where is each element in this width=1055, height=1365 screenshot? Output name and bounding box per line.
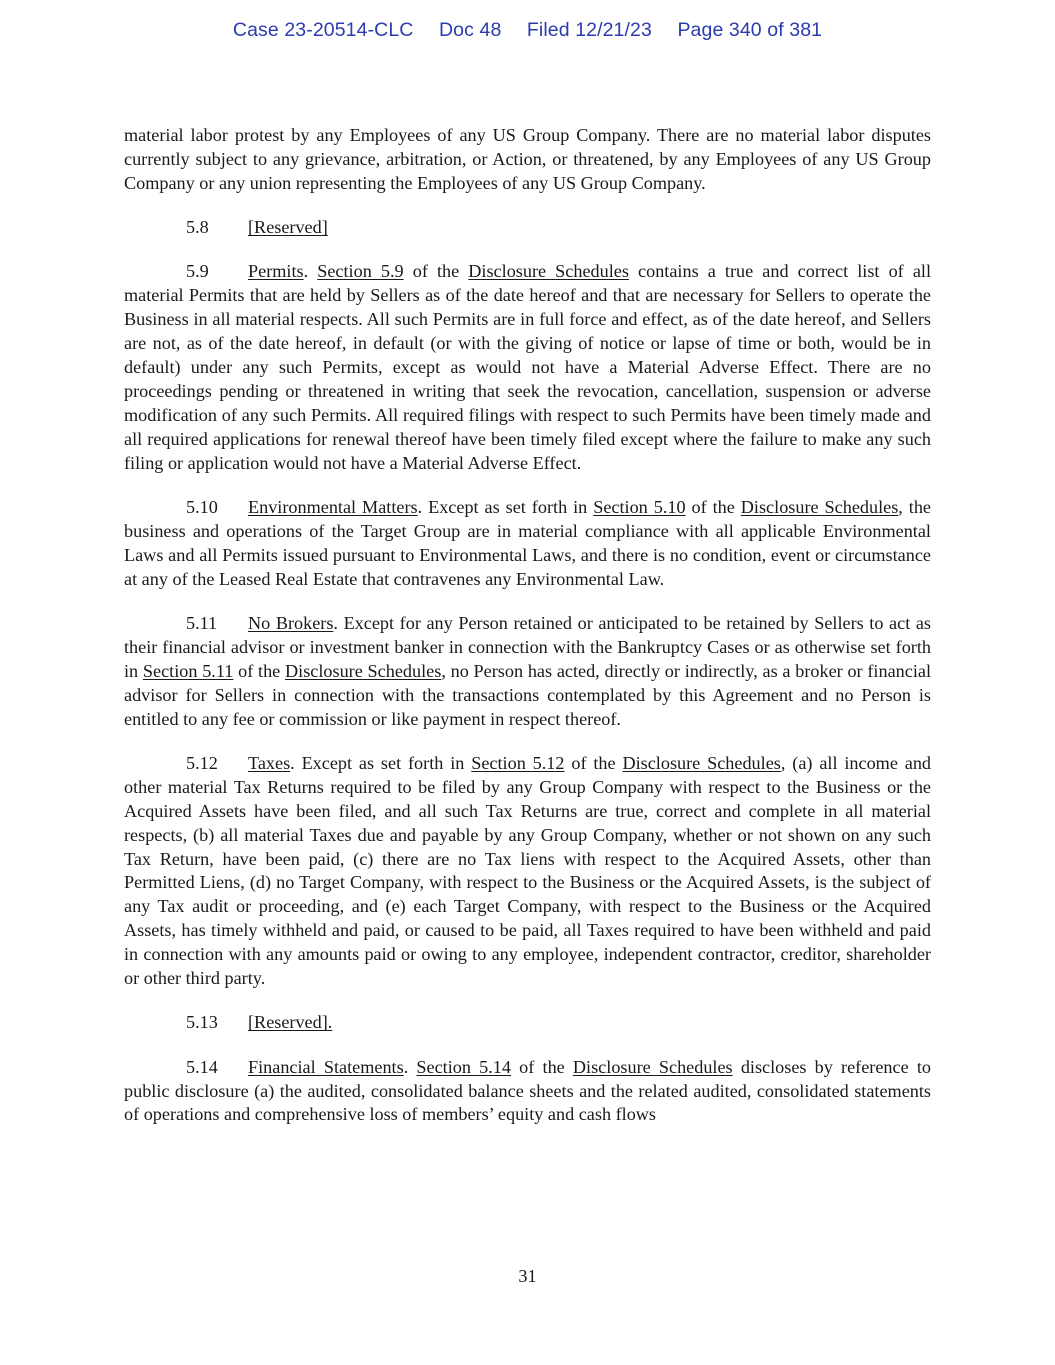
text: of the — [511, 1056, 573, 1077]
section-number: 5.12 — [186, 752, 218, 773]
section-title: Environmental Matters — [248, 496, 418, 517]
section-number: 5.10 — [186, 496, 218, 517]
disclosure-schedules-ref: Disclosure Schedules — [285, 660, 442, 681]
text: . Except as set forth in — [417, 496, 594, 517]
disclosure-schedules-ref: Disclosure Schedules — [622, 752, 781, 773]
section-title: No Brokers — [248, 612, 334, 633]
continued-paragraph: material labor protest by any Employees of any US Group Company. There are no material labor disputes currently subject to any grievance, arbitration, or Action, or threatened, by any Employees of any US Group Company or any union representing the Employees of any US Group Company. — [124, 125, 931, 193]
text: of the — [233, 660, 286, 681]
text: . — [403, 1056, 417, 1077]
disclosure-schedules-ref: Disclosure Schedules — [740, 496, 899, 517]
section-5-10 — [124, 496, 931, 592]
disclosure-schedules-ref: Disclosure Schedules — [572, 1056, 733, 1077]
text: of the — [403, 261, 469, 282]
section-5-12 — [124, 752, 931, 991]
page-number: 31 — [518, 1266, 537, 1286]
section-number: 5.14 — [186, 1056, 218, 1077]
section-reference: Section 5.12 — [471, 752, 565, 773]
section-title: Permits — [248, 261, 304, 282]
section-body: , (a) all income and other material Tax Returns required to be filed by any Group Company with respect to the Business or the Acquired Assets have been filed, and all such Tax Returns are true, correct and complete in all material respects, (b) all material Taxes due and payable by any Group Company, whether or not shown on any such Tax Return, have been paid, (c) there are no Tax liens with respect to the Acquired Assets, other than Permitted Liens, (d) no Target Company, with respect to the Business or the Acquired Assets, is the subject of any Tax audit or proceeding, and (e) each Target Company, with respect to the Business or the Acquired Assets, has timely withheld and paid, or caused to be paid, all Taxes required to have been withheld and paid in connection with any amounts paid or owing to any employee, independent contractor, creditor, shareholder or other third party. — [124, 752, 932, 989]
text: . — [303, 261, 318, 282]
document-body — [124, 124, 931, 1148]
doc-number: Doc 48 — [439, 19, 502, 41]
section-body: discloses by reference to public disclosure (a) the audited, consolidated balance sheets and the related audited, consolidated statements of operations and comprehensive loss of members’ equity and cash flows — [124, 1056, 932, 1125]
section-number: 5.13 — [186, 1012, 218, 1033]
section-reference: Section 5.10 — [593, 496, 686, 517]
section-title: Taxes — [248, 752, 291, 773]
page-of-total: Page 340 of 381 — [677, 19, 823, 41]
section-reference: Section 5.11 — [142, 660, 234, 681]
section-5-8 — [124, 216, 931, 240]
text: . Except for any Person retained or anticipated to be retained by Sellers to act as their financial advisor or investment banker in connection with the Bankruptcy Cases or as otherwise set forth in — [124, 612, 931, 681]
section-number: 5.9 — [186, 261, 209, 282]
section-title: [Reserved] — [248, 217, 328, 238]
section-reference: Section 5.14 — [416, 1056, 511, 1077]
section-5-9 — [124, 260, 931, 475]
section-title: Financial Statements — [248, 1056, 404, 1077]
section-body: , no Person has acted, directly or indirectly, as a broker or financial advisor for Sellers in connection with the transactions contemplated by this Agreement and no Person is entitled to any fee or commission or like payment in respect thereof. — [124, 660, 931, 729]
section-number: 5.11 — [186, 612, 218, 633]
text: of the — [564, 752, 623, 773]
text: . Except as set forth in — [290, 752, 472, 773]
disclosure-schedules-ref: Disclosure Schedules — [468, 261, 629, 282]
case-number: Case 23-20514-CLC — [232, 19, 414, 41]
section-5-13 — [124, 1011, 931, 1035]
section-title: [Reserved]. — [248, 1012, 333, 1033]
section-5-14 — [124, 1056, 931, 1128]
filed-date: Filed 12/21/23 — [526, 19, 652, 41]
section-number: 5.8 — [186, 217, 209, 238]
section-reference: Section 5.9 — [317, 261, 404, 282]
text: of the — [685, 496, 741, 517]
court-filing-header — [0, 19, 1055, 42]
section-body: , the business and operations of the Target Group are in material compliance with all applicable Environmental Laws and all Permits issued pursuant to Environmental Laws, and there is no condition, event or circumstance at any of the Leased Real Estate that contravenes any Environmental Law. — [124, 496, 931, 589]
section-5-11 — [124, 612, 931, 732]
section-body: contains a true and correct list of all material Permits that are held by Sellers as of the date hereof and that are necessary for Sellers to operate the Business in all material respects. All such Permits are in full force and effect, as of the date hereof, and Sellers are not, as of the date hereof, in default (or with the giving of notice or lapse of time or both, would be in default) under any such Permits, except as would not have a Material Adverse Effect. There are no proceedings pending or threatened in writing that seek the revocation, cancellation, suspension or adverse modification of any such Permits. All required filings with respect to such Permits have been timely made and all required applications for renewal thereof have been timely filed except where the failure to make any such filing or application would not have a Material Adverse Effect. — [124, 261, 932, 473]
